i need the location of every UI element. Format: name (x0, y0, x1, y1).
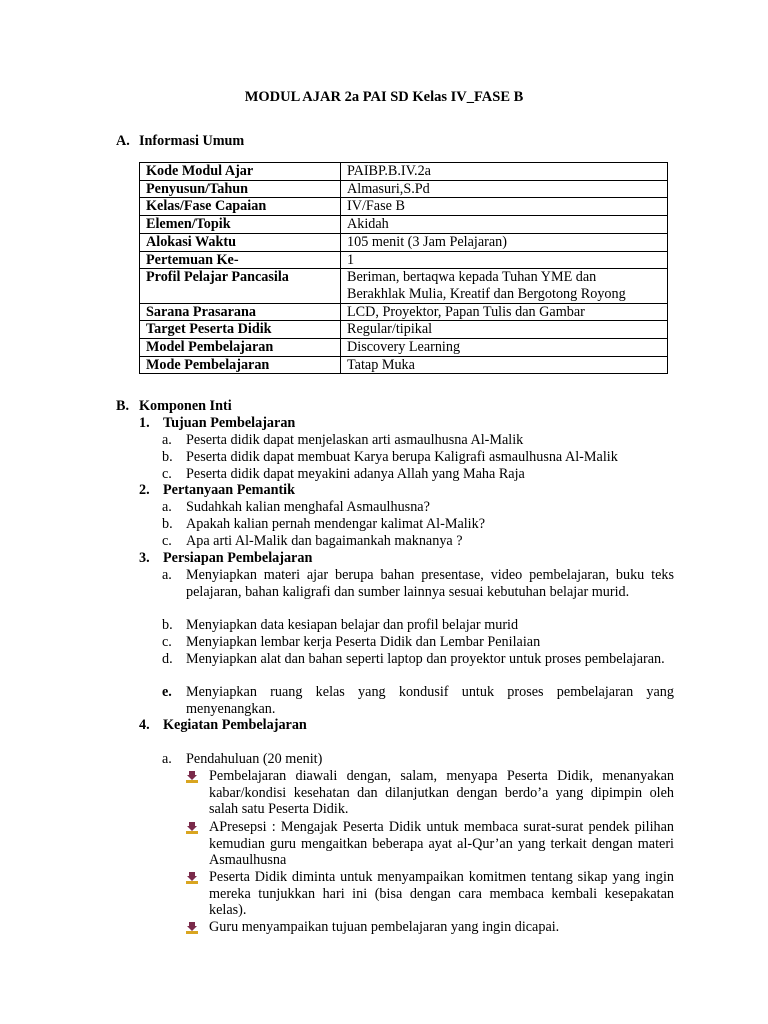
table-value: Tatap Muka (341, 356, 668, 374)
list-text: Apakah kalian pernah mendengar kalimat Al-Malik? (186, 516, 486, 532)
list-item (162, 567, 674, 600)
table-value: 1 (341, 251, 668, 269)
table-row (140, 339, 668, 357)
table-key: Profil Pelajar Pancasila (140, 269, 341, 303)
section-b-letter: B. (116, 398, 130, 414)
table-row (140, 233, 668, 251)
table-row (140, 269, 668, 303)
table-key: Penyusun/Tahun (140, 180, 341, 198)
section-a-heading (116, 133, 244, 150)
table-value: Almasuri,S.Pd (341, 180, 668, 198)
table-row (140, 303, 668, 321)
list-text: Peserta didik dapat menjelaskan arti asmaulhusna Al-Malik (186, 432, 524, 448)
section-a-letter: A. (116, 133, 130, 149)
table-key: Mode Pembelajaran (140, 356, 341, 374)
bullet-item (186, 819, 674, 869)
list-item (162, 684, 674, 717)
list-marker: d. (162, 651, 173, 667)
table-value-line: Beriman, bertaqwa kepada Tuhan YME dan (347, 269, 597, 286)
table-value: Discovery Learning (341, 339, 668, 357)
list-text: Menyiapkan lembar kerja Peserta Didik dan Lembar Penilaian (186, 634, 541, 650)
component-number: 4. (139, 717, 150, 733)
table-value: 105 menit (3 Jam Pelajaran) (341, 233, 668, 251)
table-key: Kelas/Fase Capaian (140, 198, 341, 216)
section-b-label: Komponen Inti (139, 398, 232, 414)
table-row (140, 216, 668, 234)
table-key: Pertemuan Ke- (140, 251, 341, 269)
table-value: Regular/tipikal (341, 321, 668, 339)
list-marker: c. (162, 634, 172, 650)
list-text: Menyiapkan data kesiapan belajar dan profil belajar murid (186, 617, 519, 633)
info-table (139, 162, 668, 374)
bullet-text: Pembelajaran diawali dengan, salam, menyapa Peserta Didik, menanyakan kabar/kondisi kesehatan dan dilanjutkan dengan berdo’a yang dipimpin oleh salah satu Peserta Didik. (209, 768, 674, 818)
list-item (162, 432, 674, 449)
sub-heading (162, 751, 674, 768)
table-row (140, 198, 668, 216)
bullet-text: Guru menyampaikan tujuan pembelajaran yang ingin dicapai. (209, 919, 560, 935)
list-marker: a. (162, 499, 172, 515)
list-item (162, 499, 674, 516)
list-marker: a. (162, 751, 172, 767)
list-text: Peserta didik dapat meyakini adanya Allah yang Maha Raja (186, 466, 525, 482)
list-text: Peserta didik dapat membuat Karya berupa Kaligrafi asmaulhusna Al-Malik (186, 449, 618, 465)
arrow-bullet-icon (186, 872, 198, 884)
list-item (162, 651, 674, 668)
component-heading (139, 482, 295, 499)
table-value: IV/Fase B (341, 198, 668, 216)
bullet-text: APresepsi : Mengajak Peserta Didik untuk membaca surat-surat pendek pilihan kemudian guru mengaitkan beberapa ayat al-Qur’an yang terkait dengan materi Asmaulhusna (209, 819, 674, 869)
list-marker: c. (162, 466, 172, 482)
component-label: Pertanyaan Pemantik (163, 482, 296, 498)
arrow-bullet-icon (186, 771, 198, 783)
component-number: 3. (139, 550, 150, 566)
table-key: Sarana Prasarana (140, 303, 341, 321)
table-value: Akidah (341, 216, 668, 234)
table-row (140, 180, 668, 198)
list-text: Menyiapkan ruang kelas yang kondusif untuk proses pembelajaran yang menyenangkan. (186, 684, 674, 717)
table-key: Target Peserta Didik (140, 321, 341, 339)
table-key: Alokasi Waktu (140, 233, 341, 251)
table-key: Elemen/Topik (140, 216, 341, 234)
table-row (140, 356, 668, 374)
component-label: Kegiatan Pembelajaran (163, 717, 307, 733)
bullet-item (186, 768, 674, 818)
table-row (140, 321, 668, 339)
list-item (162, 634, 674, 651)
table-value-line: Berakhlak Mulia, Kreatif dan Bergotong Royong (347, 285, 626, 302)
list-item (162, 516, 674, 533)
table-value (341, 269, 668, 303)
component-number: 2. (139, 482, 150, 498)
document-title: MODUL AJAR 2a PAI SD Kelas IV_FASE B (244, 89, 524, 105)
component-label: Tujuan Pembelajaran (163, 415, 296, 431)
bullet-item (186, 919, 674, 936)
table-key: Kode Modul Ajar (140, 163, 341, 181)
list-marker: a. (162, 432, 172, 448)
section-a-label: Informasi Umum (139, 133, 245, 149)
component-number: 1. (139, 415, 150, 431)
list-marker: c. (162, 533, 172, 549)
table-value: PAIBP.B.IV.2a (341, 163, 668, 181)
list-text: Menyiapkan alat dan bahan seperti laptop dan proyektor untuk proses pembelajaran. (186, 651, 665, 667)
bullet-text: Peserta Didik diminta untuk menyampaikan komitmen tentang sikap yang ingin mereka tunjukkan hari ini (bisa dengan cara membaca kembali kesepakatan kelas). (209, 869, 674, 919)
table-row (140, 163, 668, 181)
list-marker: b. (162, 617, 173, 633)
table-row (140, 251, 668, 269)
bullet-item (186, 869, 674, 919)
arrow-bullet-icon (186, 822, 198, 834)
table-value: LCD, Proyektor, Papan Tulis dan Gambar (341, 303, 668, 321)
list-item (162, 617, 674, 634)
list-marker: b. (162, 516, 173, 532)
list-marker: b. (162, 449, 173, 465)
list-marker: a. (162, 567, 172, 583)
list-item (162, 466, 674, 483)
list-marker: e. (162, 684, 172, 700)
list-item (162, 449, 674, 466)
sub-heading-label: Pendahuluan (20 menit) (186, 751, 323, 767)
section-b-heading (116, 398, 232, 415)
component-heading (139, 415, 295, 432)
component-heading (139, 550, 312, 567)
component-label: Persiapan Pembelajaran (163, 550, 313, 566)
list-text: Sudahkah kalian menghafal Asmaulhusna? (186, 499, 430, 515)
list-text: Menyiapkan materi ajar berupa bahan presentase, video pembelajaran, buku teks pelajaran, bahan kaligrafi dan sumber lainnya sesuai kebutuhan belajar murid. (186, 567, 674, 600)
list-text: Apa arti Al-Malik dan bagaimankah maknanya ? (186, 533, 463, 549)
arrow-bullet-icon (186, 922, 198, 934)
table-key: Model Pembelajaran (140, 339, 341, 357)
list-item (162, 533, 674, 550)
component-heading (139, 717, 307, 734)
